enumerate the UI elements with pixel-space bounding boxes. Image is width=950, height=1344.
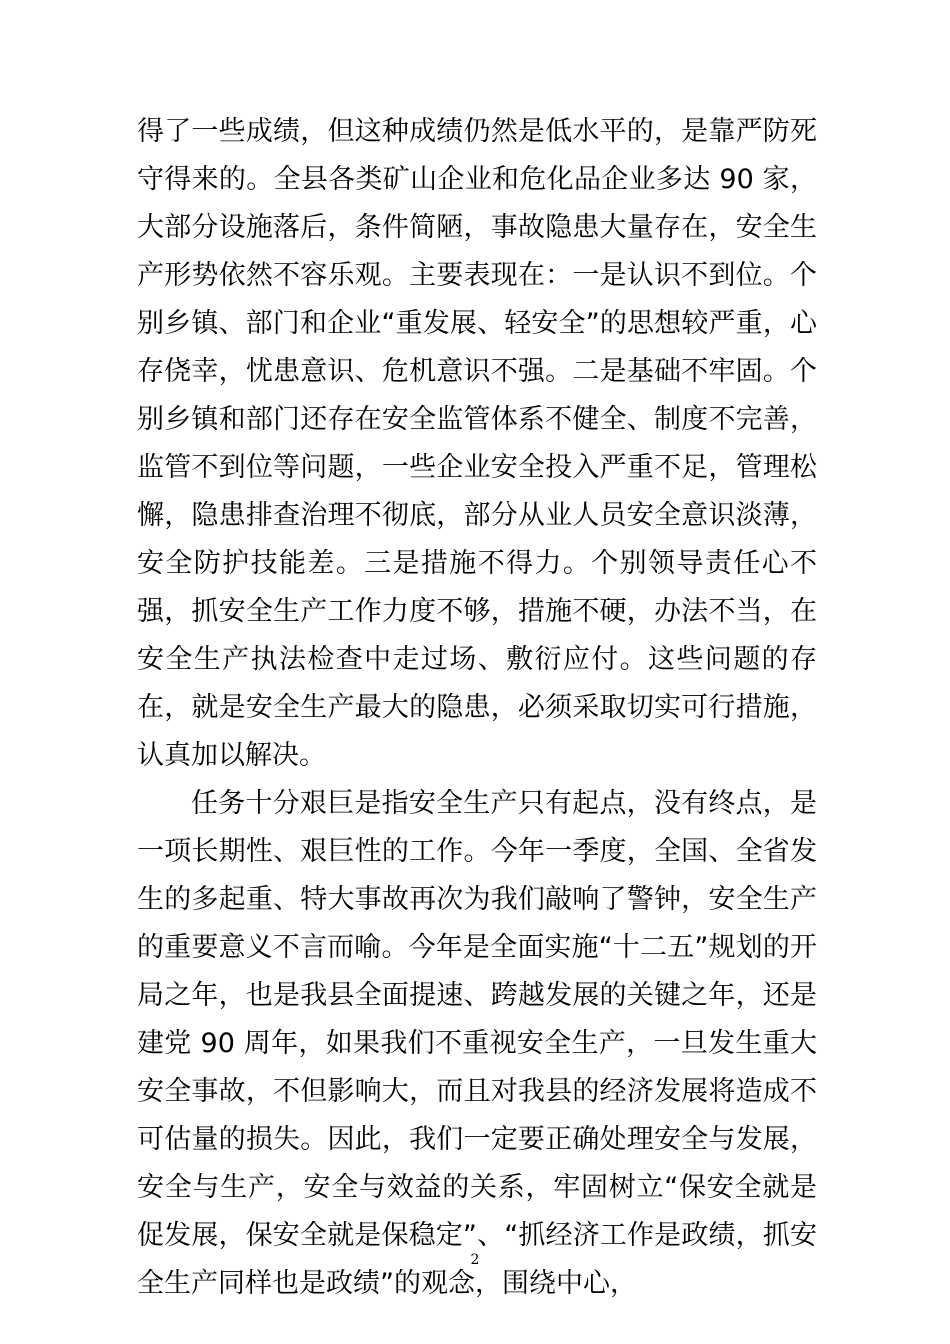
- paragraph-task-arduous: 任务十分艰巨是指安全生产只有起点，没有终点，是一项长期性、艰巨性的工作。今年一季度，全国、全省发生的多起重、特大事故再次为我们敲响了警钟，安全生产的重要意义不言而喻。今年是全面实施“十二五”规划的开局之年，也是我县全面提速、跨越发展的关键之年，还是建党 90 周年，如果我们不重视安全生产，一旦发生重大安全事故，不但影响大，而且对我县的经济发展将造成不可估量的损失。因此，我们一定要正确处理安全与发展，安全与生产，安全与效益的关系，牢固树立“保安全就是促发展，保安全就是保稳定”、“抓经济工作是政绩，抓安全生产同样也是政绩”的观念，围绕中心，: [137, 788, 817, 1299]
- paragraph-continuation: 得了一些成绩，但这种成绩仍然是低水平的，是靠严防死守得来的。全县各类矿山企业和危化品企业多达 90 家，大部分设施落后，条件简陋，事故隐患大量存在，安全生产形势依然不容乐观。主要表现在：一是认识不到位。个别乡镇、部门和企业“重发展、轻安全”的思想较严重，心存侥幸，忧患意识、危机意识不强。二是基础不牢固。个别乡镇和部门还存在安全监管体系不健全、制度不完善，监管不到位等问题，一些企业安全投入严重不足，管理松懈，隐患排查治理不彻底，部分从业人员安全意识淡薄，安全防护技能差。三是措施不得力。个别领导责任心不强，抓安全生产工作力度不够，措施不硬，办法不当，在安全生产执法检查中走过场、敷衍应付。这些问题的存在，就是安全生产最大的隐患，必须采取切实可行措施，认真加以解决。: [137, 116, 817, 771]
- page-number: 2: [470, 1252, 480, 1268]
- document-body: [137, 108, 817, 1308]
